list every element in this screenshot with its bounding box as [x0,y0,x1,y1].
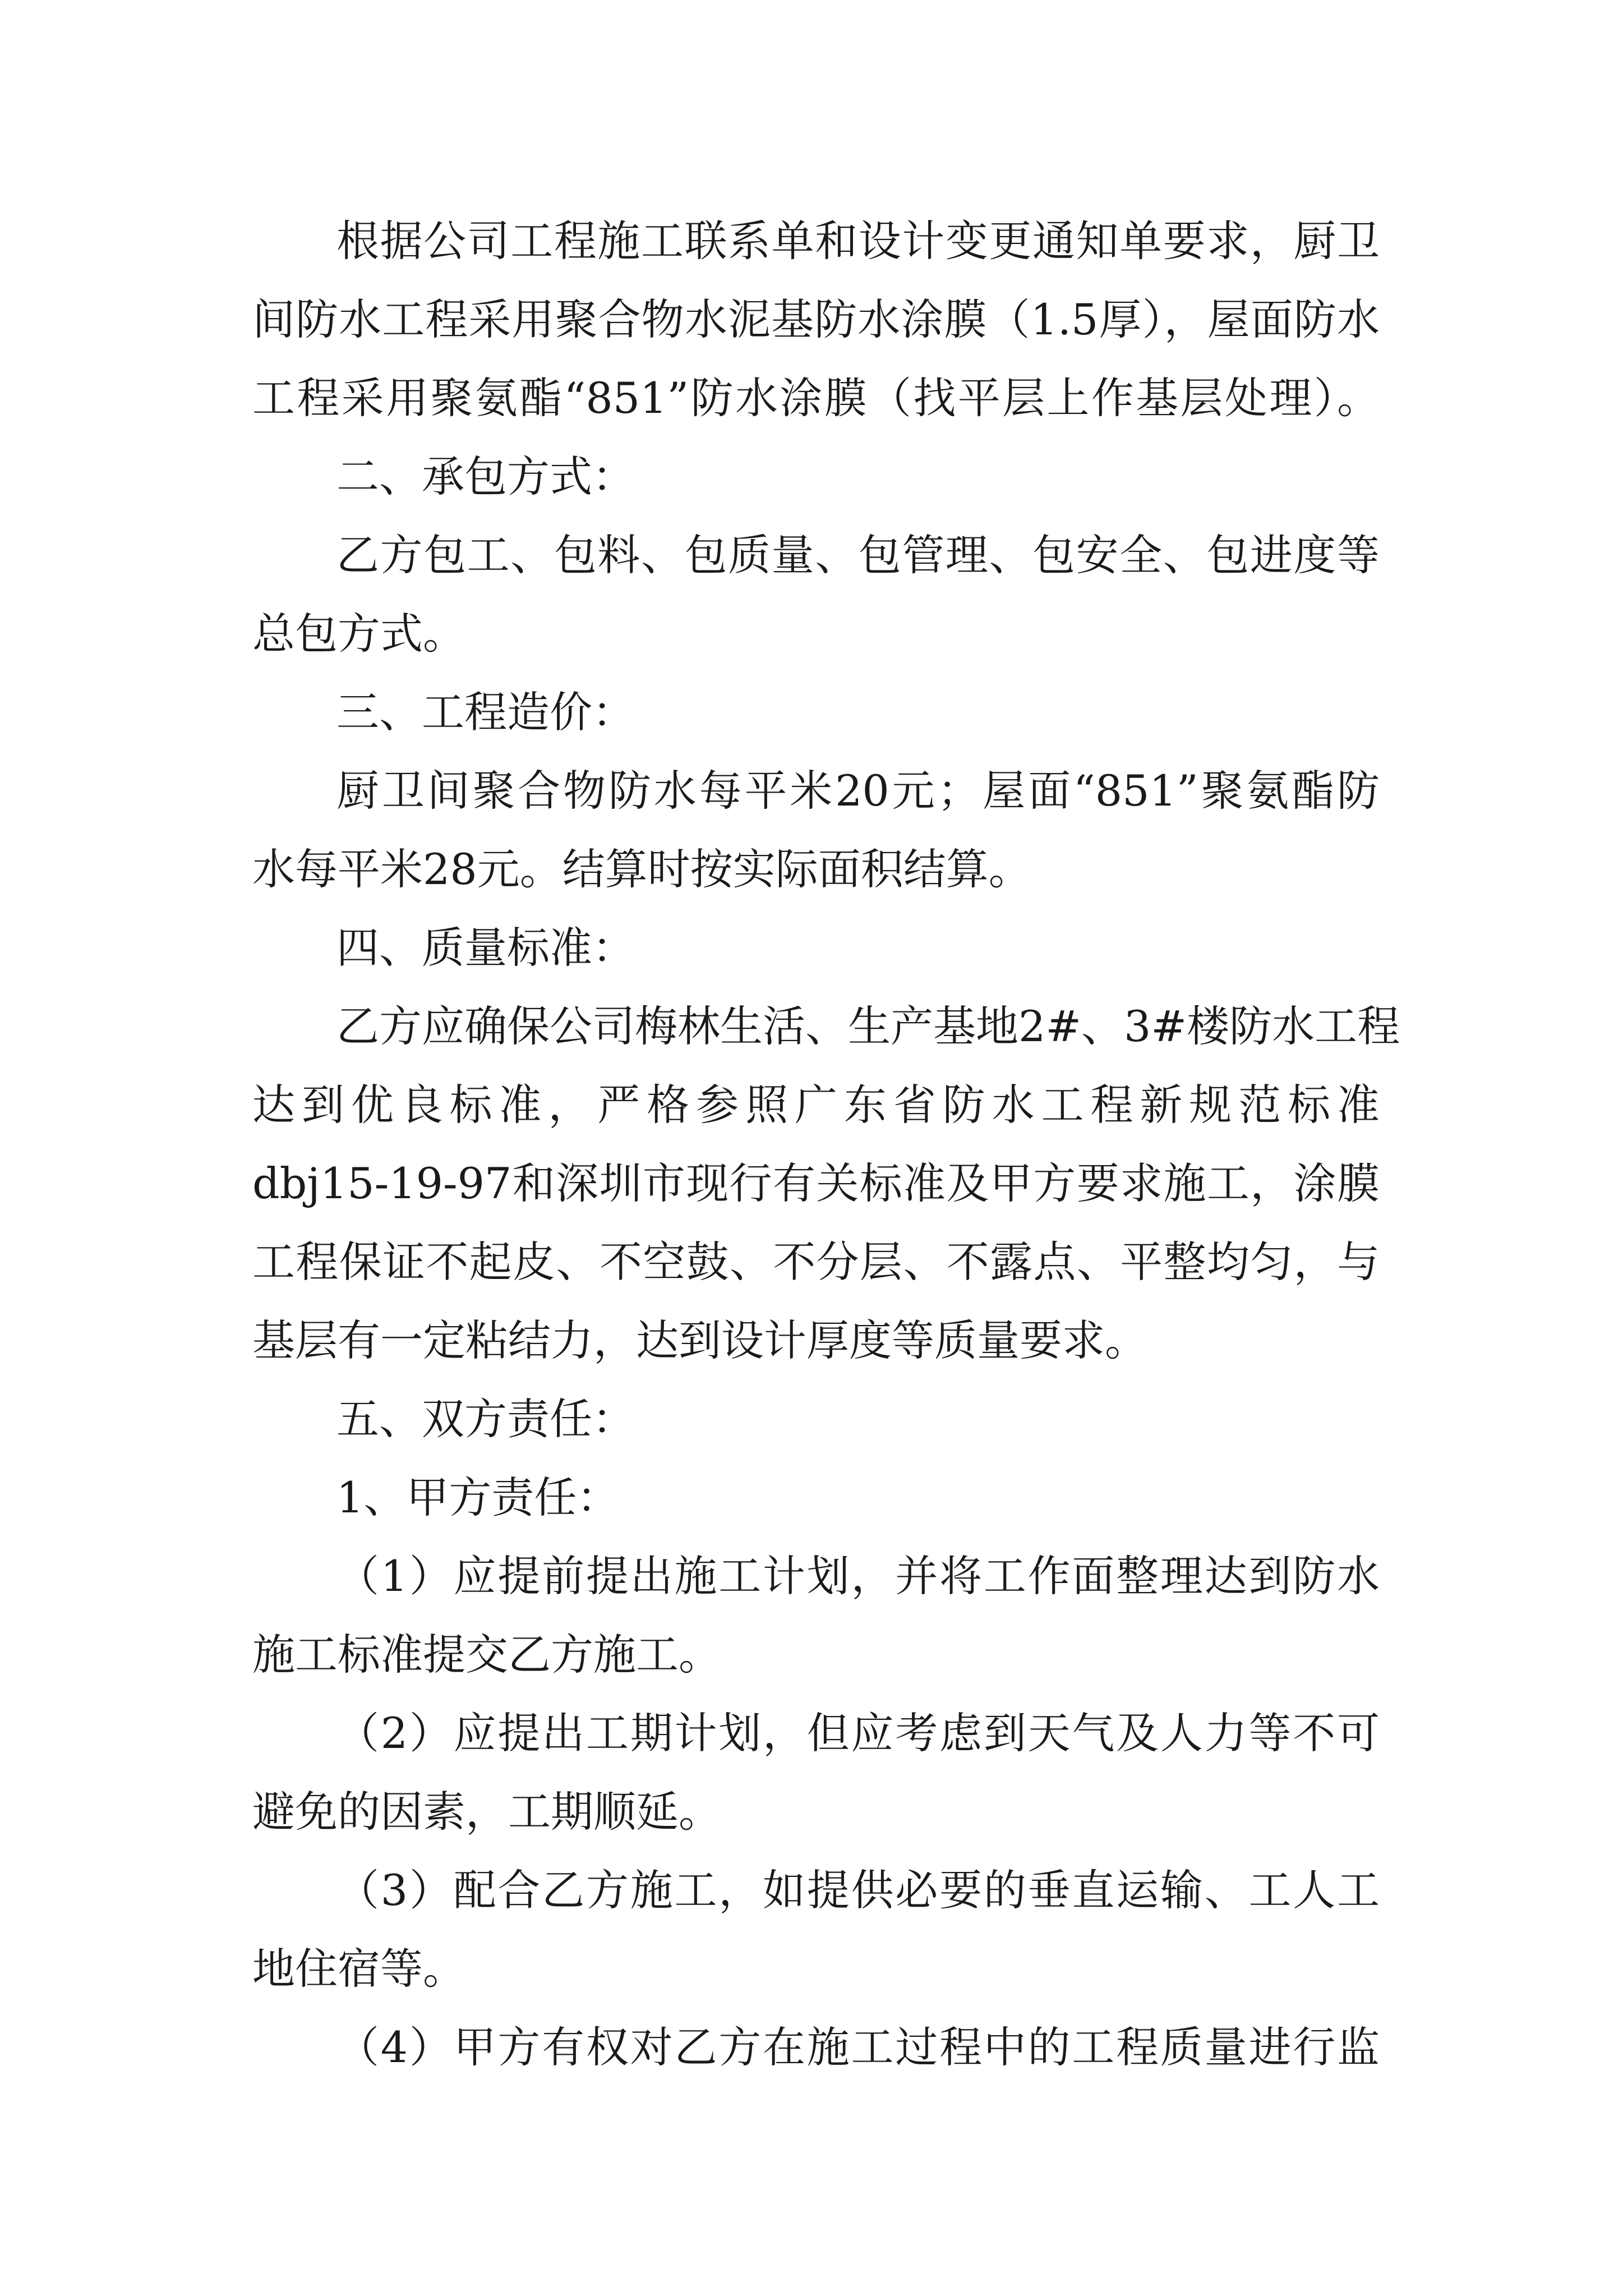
paragraph-line-24: （4）甲方有权对乙方在施工过程中的工程质量进行监 [336,2022,1380,2072]
subheading-party-a: 1、甲方责任： [336,1473,620,1522]
paragraph-line-2: 间防水工程采用聚合物水泥基防水涂膜（1.5厚），屋面防水 [252,295,1380,344]
paragraph-line-15: 基层有一定粘结力，达到设计厚度等质量要求。 [252,1315,1147,1365]
paragraph-line-3: 工程采用聚氨酯“851”防水涂膜（找平层上作基层处理）。 [252,373,1380,423]
paragraph-line-13: dbj15-19-97和深圳市现行有关标准及甲方要求施工，涂膜 [252,1158,1380,1208]
paragraph-line-11: 乙方应确保公司梅林生活、生产基地2#、3#楼防水工程 [336,1001,1400,1051]
paragraph-line-20: （2）应提出工期计划，但应考虑到天气及人力等不可 [336,1708,1380,1758]
paragraph-line-12: 达到优良标准，严格参照广东省防水工程新规范标准 [252,1080,1380,1130]
section-heading-project-cost: 三、工程造价： [336,687,635,737]
paragraph-line-6: 总包方式。 [252,609,465,659]
paragraph-line-23: 地住宿等。 [252,1944,465,1994]
paragraph-line-14: 工程保证不起皮、不空鼓、不分层、不露点、平整均匀，与 [252,1237,1380,1287]
paragraph-line-8: 厨卫间聚合物防水每平米20元；屋面“851”聚氨酯防 [336,766,1380,816]
paragraph-line-9: 水每平米28元。结算时按实际面积结算。 [252,844,1031,894]
paragraph-line-22: （3）配合乙方施工，如提供必要的垂直运输、工人工 [336,1865,1380,1915]
paragraph-line-1: 根据公司工程施工联系单和设计变更通知单要求，厨卫 [336,216,1380,266]
paragraph-line-19: 施工标准提交乙方施工。 [252,1630,721,1680]
paragraph-line-18: （1）应提前提出施工计划，并将工作面整理达到防水 [336,1551,1380,1601]
section-heading-contract-method: 二、承包方式： [336,452,635,501]
paragraph-line-5: 乙方包工、包料、包质量、包管理、包安全、包进度等 [336,530,1380,580]
section-heading-responsibilities: 五、双方责任： [336,1394,635,1444]
paragraph-line-21: 避免的因素，工期顺延。 [252,1787,721,1837]
section-heading-quality-standard: 四、质量标准： [336,923,635,973]
